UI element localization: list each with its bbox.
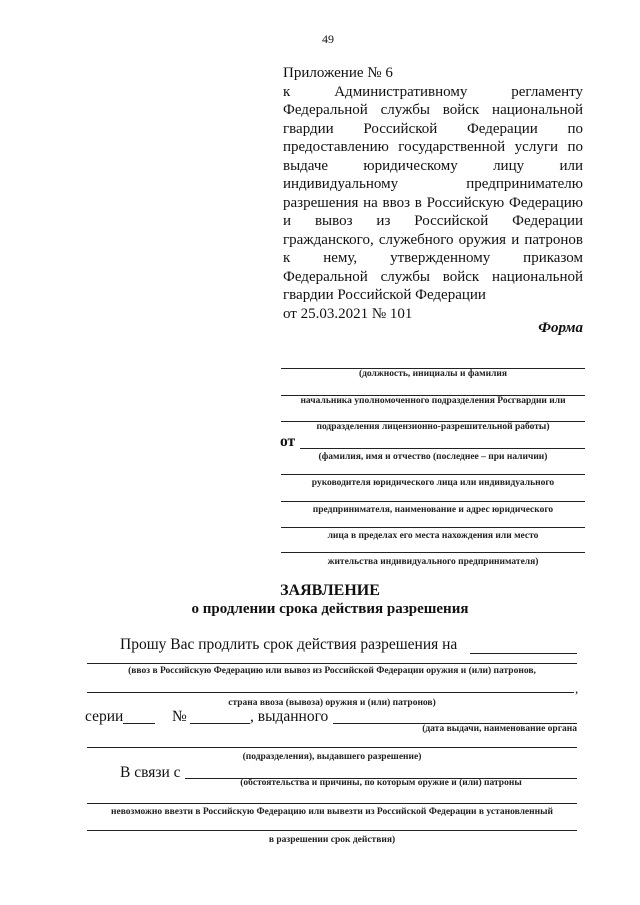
caption: руководителя юридического лица или индивидуального [311, 478, 555, 488]
caption: (фамилия, имя и отчество (последнее – при наличии) [318, 452, 548, 462]
header-line: индивидуальному предпринимателю [283, 176, 583, 192]
header-line: и вывоз из Российской Федерации [283, 213, 583, 229]
from-label: от [280, 433, 296, 450]
caption: (должность, инициалы и фамилия [358, 369, 508, 379]
caption: в разрешении срок действия) [268, 835, 396, 845]
caption: (обстоятельства и причины, по которым оружие и (или) патроны [240, 778, 522, 788]
header-line: к Административному регламенту [283, 83, 583, 100]
fill-line[interactable] [281, 527, 585, 528]
caption: страна ввоза (вывоза) оружия и (или) патронов) [228, 698, 436, 708]
fill-line[interactable] [470, 653, 577, 654]
due-to-label: В связи с [120, 764, 181, 781]
fill-line[interactable] [87, 747, 577, 748]
header-line: гвардии Российской Федерации по [283, 120, 583, 137]
fill-line[interactable] [300, 448, 585, 449]
fill-line[interactable] [281, 474, 585, 475]
header-line: от 25.03.2021 № 101 [283, 305, 413, 322]
caption: жительства индивидуального предпринимателя) [327, 557, 539, 567]
series-field[interactable] [123, 723, 155, 724]
fill-line[interactable] [281, 501, 585, 502]
caption: (дата выдачи, наименование органа [422, 724, 577, 734]
caption: (подразделения), выдавшего разрешение) [242, 752, 422, 762]
caption: невозможно ввезти в Российскую Федерацию или вывезти из Российской Федерации в установленный [111, 807, 553, 817]
request-text: Прошу Вас продлить срок действия разрешения на [120, 636, 458, 653]
issued-label: , выданного [250, 708, 329, 725]
header-line: гвардии Российской Федерации [283, 287, 486, 303]
comma: , [575, 681, 579, 696]
header-line: к нему, утвержденному приказом [283, 250, 583, 266]
fill-line[interactable] [281, 552, 585, 553]
header-line: Федеральной службы войск национальной [283, 102, 583, 118]
number-field[interactable] [190, 723, 250, 724]
header-line: разрешения на ввоз в Российскую Федерацию [283, 194, 583, 211]
caption: (ввоз в Российскую Федерацию или вывоз из Российской Федерации оружия и (или) патронов, [128, 666, 536, 676]
header-line: предоставлению государственной услуги по [283, 139, 583, 155]
fill-line[interactable] [87, 663, 577, 664]
series-label: серии [85, 708, 124, 725]
header-line: Федеральной службы войск национальной [283, 268, 583, 285]
fill-line[interactable] [87, 830, 577, 831]
caption: предпринимателя, наименование и адрес юридического [312, 505, 554, 515]
form-label: Форма [538, 320, 583, 336]
page-number: 49 [322, 32, 334, 46]
header-line: выдаче юридическому лицу или [283, 157, 583, 174]
caption: подразделения лицензионно-разрешительной работы) [316, 422, 550, 432]
header-line: гражданского, служебного оружия и патронов [283, 231, 583, 248]
fill-line[interactable] [87, 803, 577, 804]
caption: лица в пределах его места нахождения или место [327, 531, 539, 541]
document-subtitle: о продлении срока действия разрешения [191, 601, 469, 617]
fill-line[interactable] [87, 692, 574, 693]
caption: начальника уполномоченного подразделения Росгвардии или [300, 396, 566, 406]
number-label: № [172, 708, 187, 725]
document-title: ЗАЯВЛЕНИЕ [280, 582, 380, 599]
header-line: Приложение № 6 [283, 65, 393, 81]
